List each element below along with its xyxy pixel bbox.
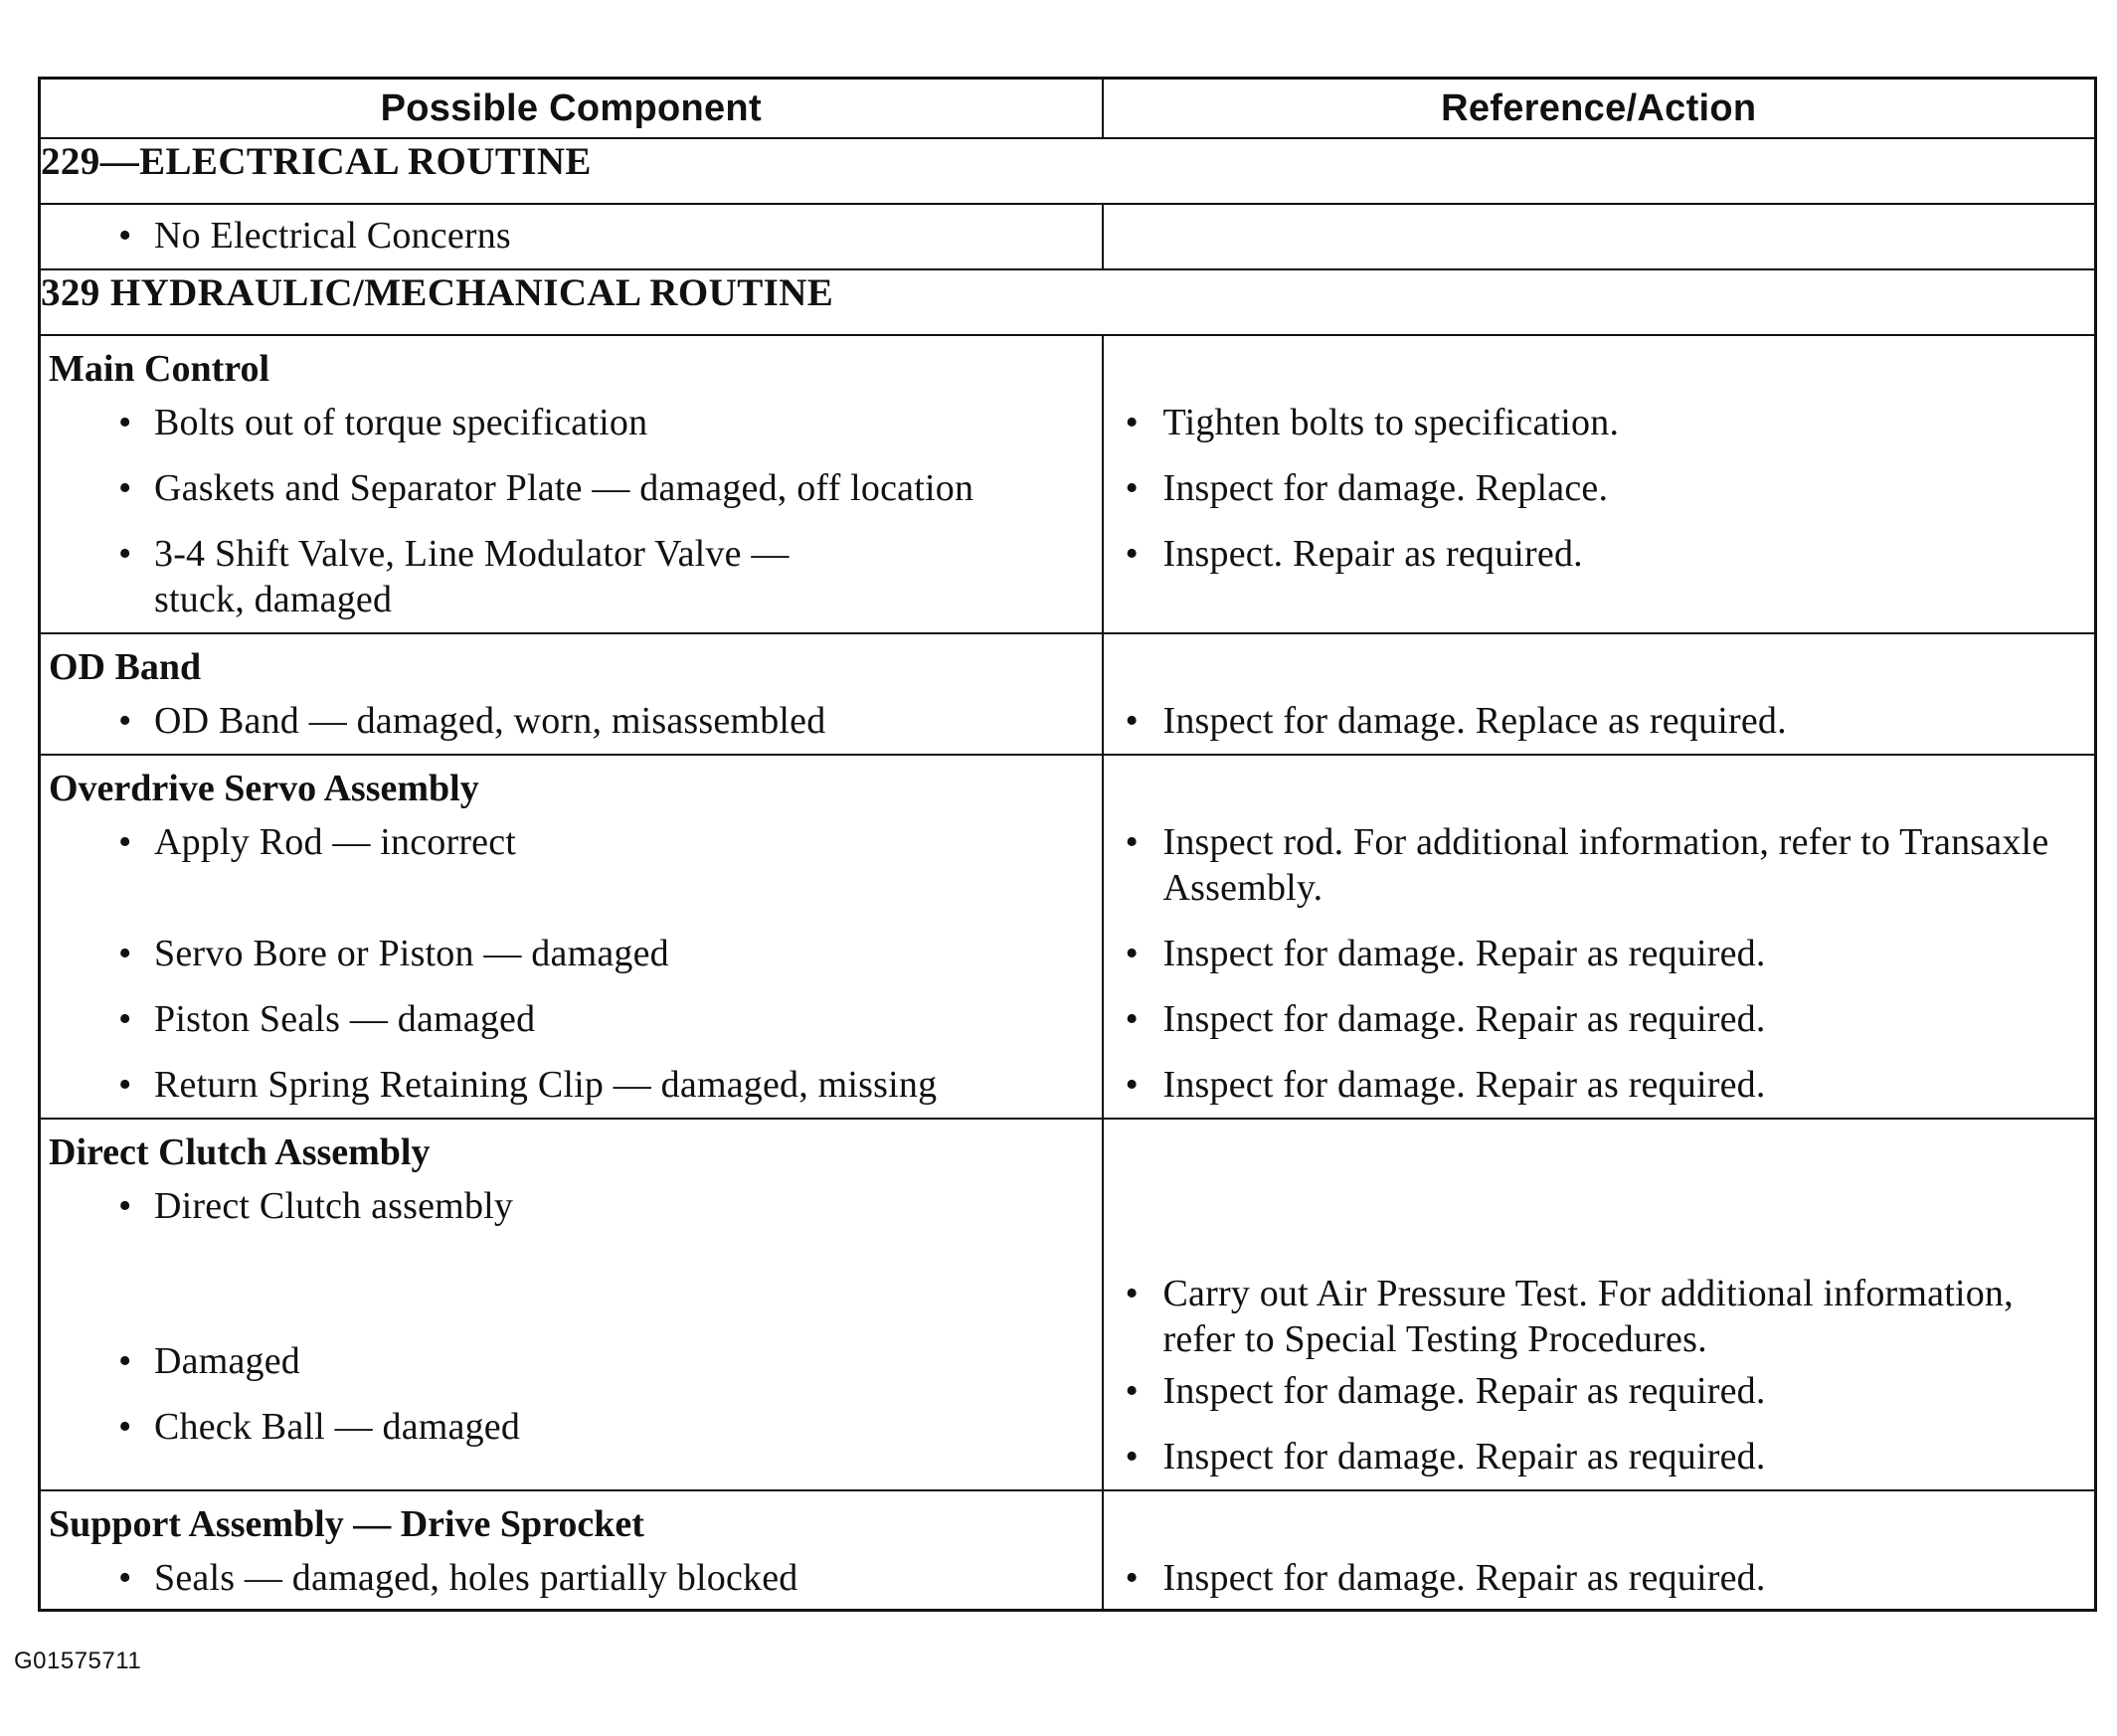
list-item: • Carry out Air Pressure Test. For additional information, refer to Special Testing Procedures. bbox=[1125, 1273, 2014, 1360]
action-text: Inspect for damage. Repair as required. bbox=[1162, 998, 1766, 1040]
action-text: Inspect rod. For additional information, refer to Transaxle Assembly. bbox=[1162, 821, 2049, 909]
list-item: • Piston Seals — damaged bbox=[118, 998, 536, 1040]
component-cell bbox=[40, 204, 1103, 269]
list-item: • Seals — damaged, holes partially blocked bbox=[118, 1557, 798, 1599]
header-reference-action: Reference/Action bbox=[1103, 79, 2096, 139]
component-text: Piston Seals — damaged bbox=[154, 998, 536, 1040]
component-text: Servo Bore or Piston — damaged bbox=[154, 933, 669, 974]
list-item: • Inspect for damage. Replace as required. bbox=[1125, 700, 1787, 742]
action-cell bbox=[1103, 204, 2096, 269]
group-title: Direct Clutch Assembly bbox=[49, 1131, 431, 1173]
component-cell bbox=[40, 755, 1103, 1119]
component-text: Gaskets and Separator Plate — damaged, off location bbox=[154, 467, 974, 509]
group-row-overdrive-servo bbox=[40, 755, 2096, 1119]
group-title: Main Control bbox=[49, 348, 270, 390]
list-item: • Inspect for damage. Repair as required. bbox=[1125, 1064, 1766, 1106]
action-text: Inspect for damage. Replace as required. bbox=[1162, 700, 1787, 742]
action-cell bbox=[1103, 335, 2096, 633]
list-item: • Inspect for damage. Repair as required. bbox=[1125, 933, 1766, 974]
list-item: • Inspect for damage. Repair as required. bbox=[1125, 1436, 1766, 1477]
action-cell bbox=[1103, 633, 2096, 755]
component-text: Seals — damaged, holes partially blocked bbox=[154, 1557, 798, 1599]
action-text: Inspect. Repair as required. bbox=[1162, 533, 1583, 575]
action-text: Inspect for damage. Replace. bbox=[1162, 467, 1609, 509]
list-item: • Gaskets and Separator Plate — damaged, off location bbox=[118, 467, 974, 509]
group-title: Support Assembly — Drive Sprocket bbox=[49, 1503, 644, 1545]
component-cell bbox=[40, 633, 1103, 755]
list-item: • Damaged bbox=[118, 1340, 300, 1382]
group-title: Overdrive Servo Assembly bbox=[49, 768, 479, 809]
group-row-od-band bbox=[40, 633, 2096, 755]
component-text: 3-4 Shift Valve, Line Modulator Valve — stuck, damaged bbox=[154, 533, 790, 620]
action-text: Tighten bolts to specification. bbox=[1162, 402, 1620, 443]
list-item: • Tighten bolts to specification. bbox=[1125, 402, 1620, 443]
component-text: No Electrical Concerns bbox=[154, 215, 511, 257]
diagnosis-table bbox=[38, 77, 2097, 1612]
action-cell bbox=[1103, 1490, 2096, 1611]
action-text: Inspect for damage. Repair as required. bbox=[1162, 1557, 1766, 1599]
header-row bbox=[40, 79, 2096, 139]
group-row-main-control bbox=[40, 335, 2096, 633]
header-possible-component: Possible Component bbox=[40, 79, 1103, 139]
section-row-hydraulic bbox=[40, 269, 2096, 335]
action-cell bbox=[1103, 1119, 2096, 1490]
table-row bbox=[40, 204, 2096, 269]
list-item: • OD Band — damaged, worn, misassembled bbox=[118, 700, 826, 742]
list-item: • Bolts out of torque specification bbox=[118, 402, 648, 443]
action-text: Inspect for damage. Repair as required. bbox=[1162, 1370, 1766, 1412]
action-text: Inspect for damage. Repair as required. bbox=[1162, 1064, 1766, 1106]
action-text: Inspect for damage. Repair as required. bbox=[1162, 1436, 1766, 1477]
action-text: Carry out Air Pressure Test. For additional information, refer to Special Testing Procedures. bbox=[1162, 1273, 2014, 1360]
group-title: OD Band bbox=[49, 646, 202, 688]
group-row-direct-clutch bbox=[40, 1119, 2096, 1490]
component-text: Bolts out of torque specification bbox=[154, 402, 648, 443]
section-title-hydraulic: 329 HYDRAULIC/MECHANICAL ROUTINE bbox=[40, 269, 2096, 335]
list-item: • Inspect for damage. Repair as required. bbox=[1125, 1557, 1766, 1599]
list-item: • Direct Clutch assembly bbox=[118, 1185, 514, 1227]
component-text: Direct Clutch assembly bbox=[154, 1185, 514, 1227]
component-cell bbox=[40, 1119, 1103, 1490]
component-text: Apply Rod — incorrect bbox=[154, 821, 517, 863]
list-item: • Inspect for damage. Replace. bbox=[1125, 467, 1609, 509]
list-item: • Apply Rod — incorrect bbox=[118, 821, 517, 863]
list-item: • Inspect for damage. Repair as required. bbox=[1125, 998, 1766, 1040]
group-row-support-assembly bbox=[40, 1490, 2096, 1611]
figure-code: G01575711 bbox=[14, 1648, 142, 1674]
section-row-electrical bbox=[40, 138, 2096, 204]
list-item: • Servo Bore or Piston — damaged bbox=[118, 933, 669, 974]
list-item: • Inspect for damage. Repair as required. bbox=[1125, 1370, 1766, 1412]
component-text: OD Band — damaged, worn, misassembled bbox=[154, 700, 826, 742]
list-item: • No Electrical Concerns bbox=[118, 215, 511, 257]
component-text: Return Spring Retaining Clip — damaged, missing bbox=[154, 1064, 938, 1106]
action-cell bbox=[1103, 755, 2096, 1119]
section-title-electrical: 229—ELECTRICAL ROUTINE bbox=[40, 138, 2096, 204]
list-item: • Inspect. Repair as required. bbox=[1125, 533, 1583, 575]
list-item: • Check Ball — damaged bbox=[118, 1406, 521, 1448]
list-item: • 3-4 Shift Valve, Line Modulator Valve — stuck, damaged bbox=[118, 533, 790, 620]
component-text: Check Ball — damaged bbox=[154, 1406, 521, 1448]
component-cell bbox=[40, 1490, 1103, 1611]
component-text: Damaged bbox=[154, 1340, 300, 1382]
action-text: Inspect for damage. Repair as required. bbox=[1162, 933, 1766, 974]
component-cell bbox=[40, 335, 1103, 633]
list-item: • Inspect rod. For additional information, refer to Transaxle Assembly. bbox=[1125, 821, 2049, 909]
list-item: • Return Spring Retaining Clip — damaged, missing bbox=[118, 1064, 938, 1106]
